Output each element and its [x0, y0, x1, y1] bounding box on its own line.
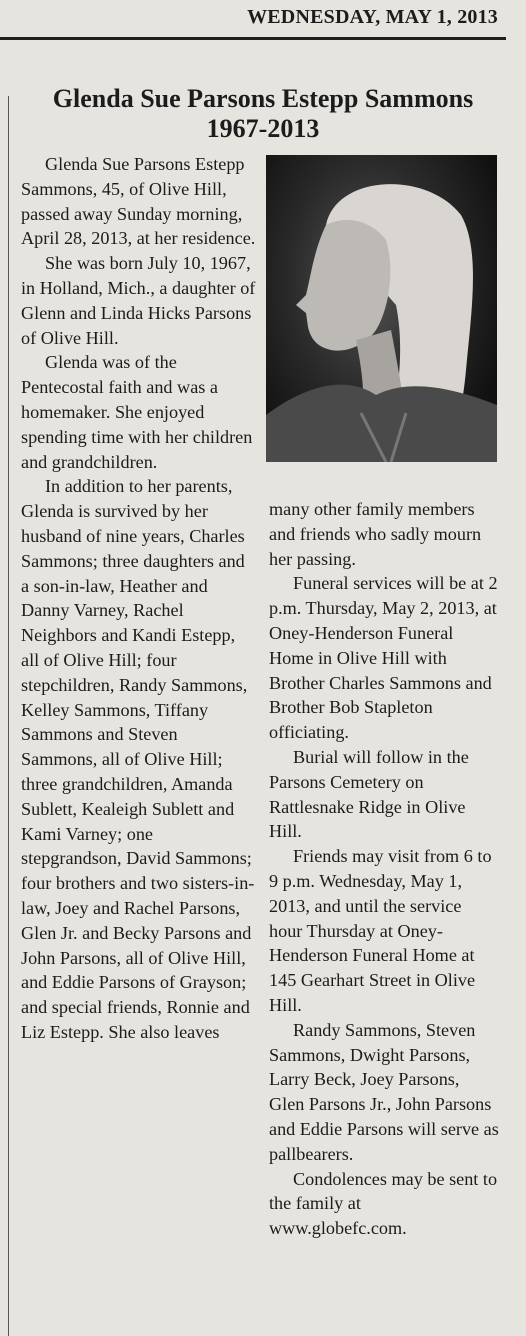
right-column	[269, 497, 499, 1241]
obituary-headline	[14, 84, 512, 144]
left-column	[21, 152, 257, 1045]
portrait-photo	[266, 155, 497, 462]
paragraph: Glenda Sue Parsons Estepp Sammons, 45, of Olive Hill, passed away Sunday morning, April 28, 2013, at her residence.	[21, 154, 256, 249]
paragraph-continuation: many other family members and friends who sadly mourn her passing.	[269, 499, 482, 569]
column-rule	[8, 96, 9, 1336]
paragraph: Condolences may be sent to the family at www.globefc.com.	[269, 1168, 498, 1239]
paragraph: Friends may visit from 6 to 9 p.m. Wednesday, May 1, 2013, and until the service hour Thursday at Oney-Henderson Funeral Home at 145 Gearhart Street in Olive Hill.	[269, 846, 492, 1015]
paragraph: Glenda was of the Pentecostal faith and was a homemaker. She enjoyed spending time with her children and grandchildren.	[21, 352, 253, 472]
portrait-image	[266, 155, 497, 462]
dateline: WEDNESDAY, MAY 1, 2013	[247, 6, 498, 28]
paragraph: Burial will follow in the Parsons Cemetery on Rattlesnake Ridge in Olive Hill.	[269, 746, 469, 842]
paragraph: Funeral services will be at 2 p.m. Thursday, May 2, 2013, at Oney-Henderson Funeral Home in Olive Hill with Brother Charles Sammons and Brother Bob Stapleton officiating.	[269, 573, 498, 743]
headline-years: 1967-2013	[206, 114, 320, 143]
headline-name: Glenda Sue Parsons Estepp Sammons	[52, 84, 474, 113]
header-rule	[0, 37, 506, 40]
paragraph: She was born July 10, 1967, in Holland, Mich., a daughter of Glenn and Linda Hicks Parsons of Olive Hill.	[21, 253, 256, 348]
paragraph: Randy Sammons, Steven Sammons, Dwight Parsons, Larry Beck, Joey Parsons, Glen Parsons Jr., John Parsons and Eddie Parsons will serve as pallbearers.	[269, 1019, 499, 1164]
paragraph: In addition to her parents, Glenda is survived by her husband of nine years, Charles Sammons; three daughters and a son-in-law, Heather and Danny Varney, Rachel Neighbors and Kandi Estepp, all of Olive Hill; four stepchildren, Randy Sammons, Kelley Sammons, Tiffany Sammons and Steven Sammons, all of Olive Hill; three grandchildren, Amanda Sublett, Kealeigh Sublett and Kami Varney; one stepgrandson, David Sammons; four brothers and two sisters-in-law, Joey and Rachel Parsons, Glen Jr. and Becky Parsons and John Parsons, all of Olive Hill, and Eddie Parsons of Grayson; and special friends, Ronnie and Liz Estepp. She also leaves	[21, 476, 255, 1042]
